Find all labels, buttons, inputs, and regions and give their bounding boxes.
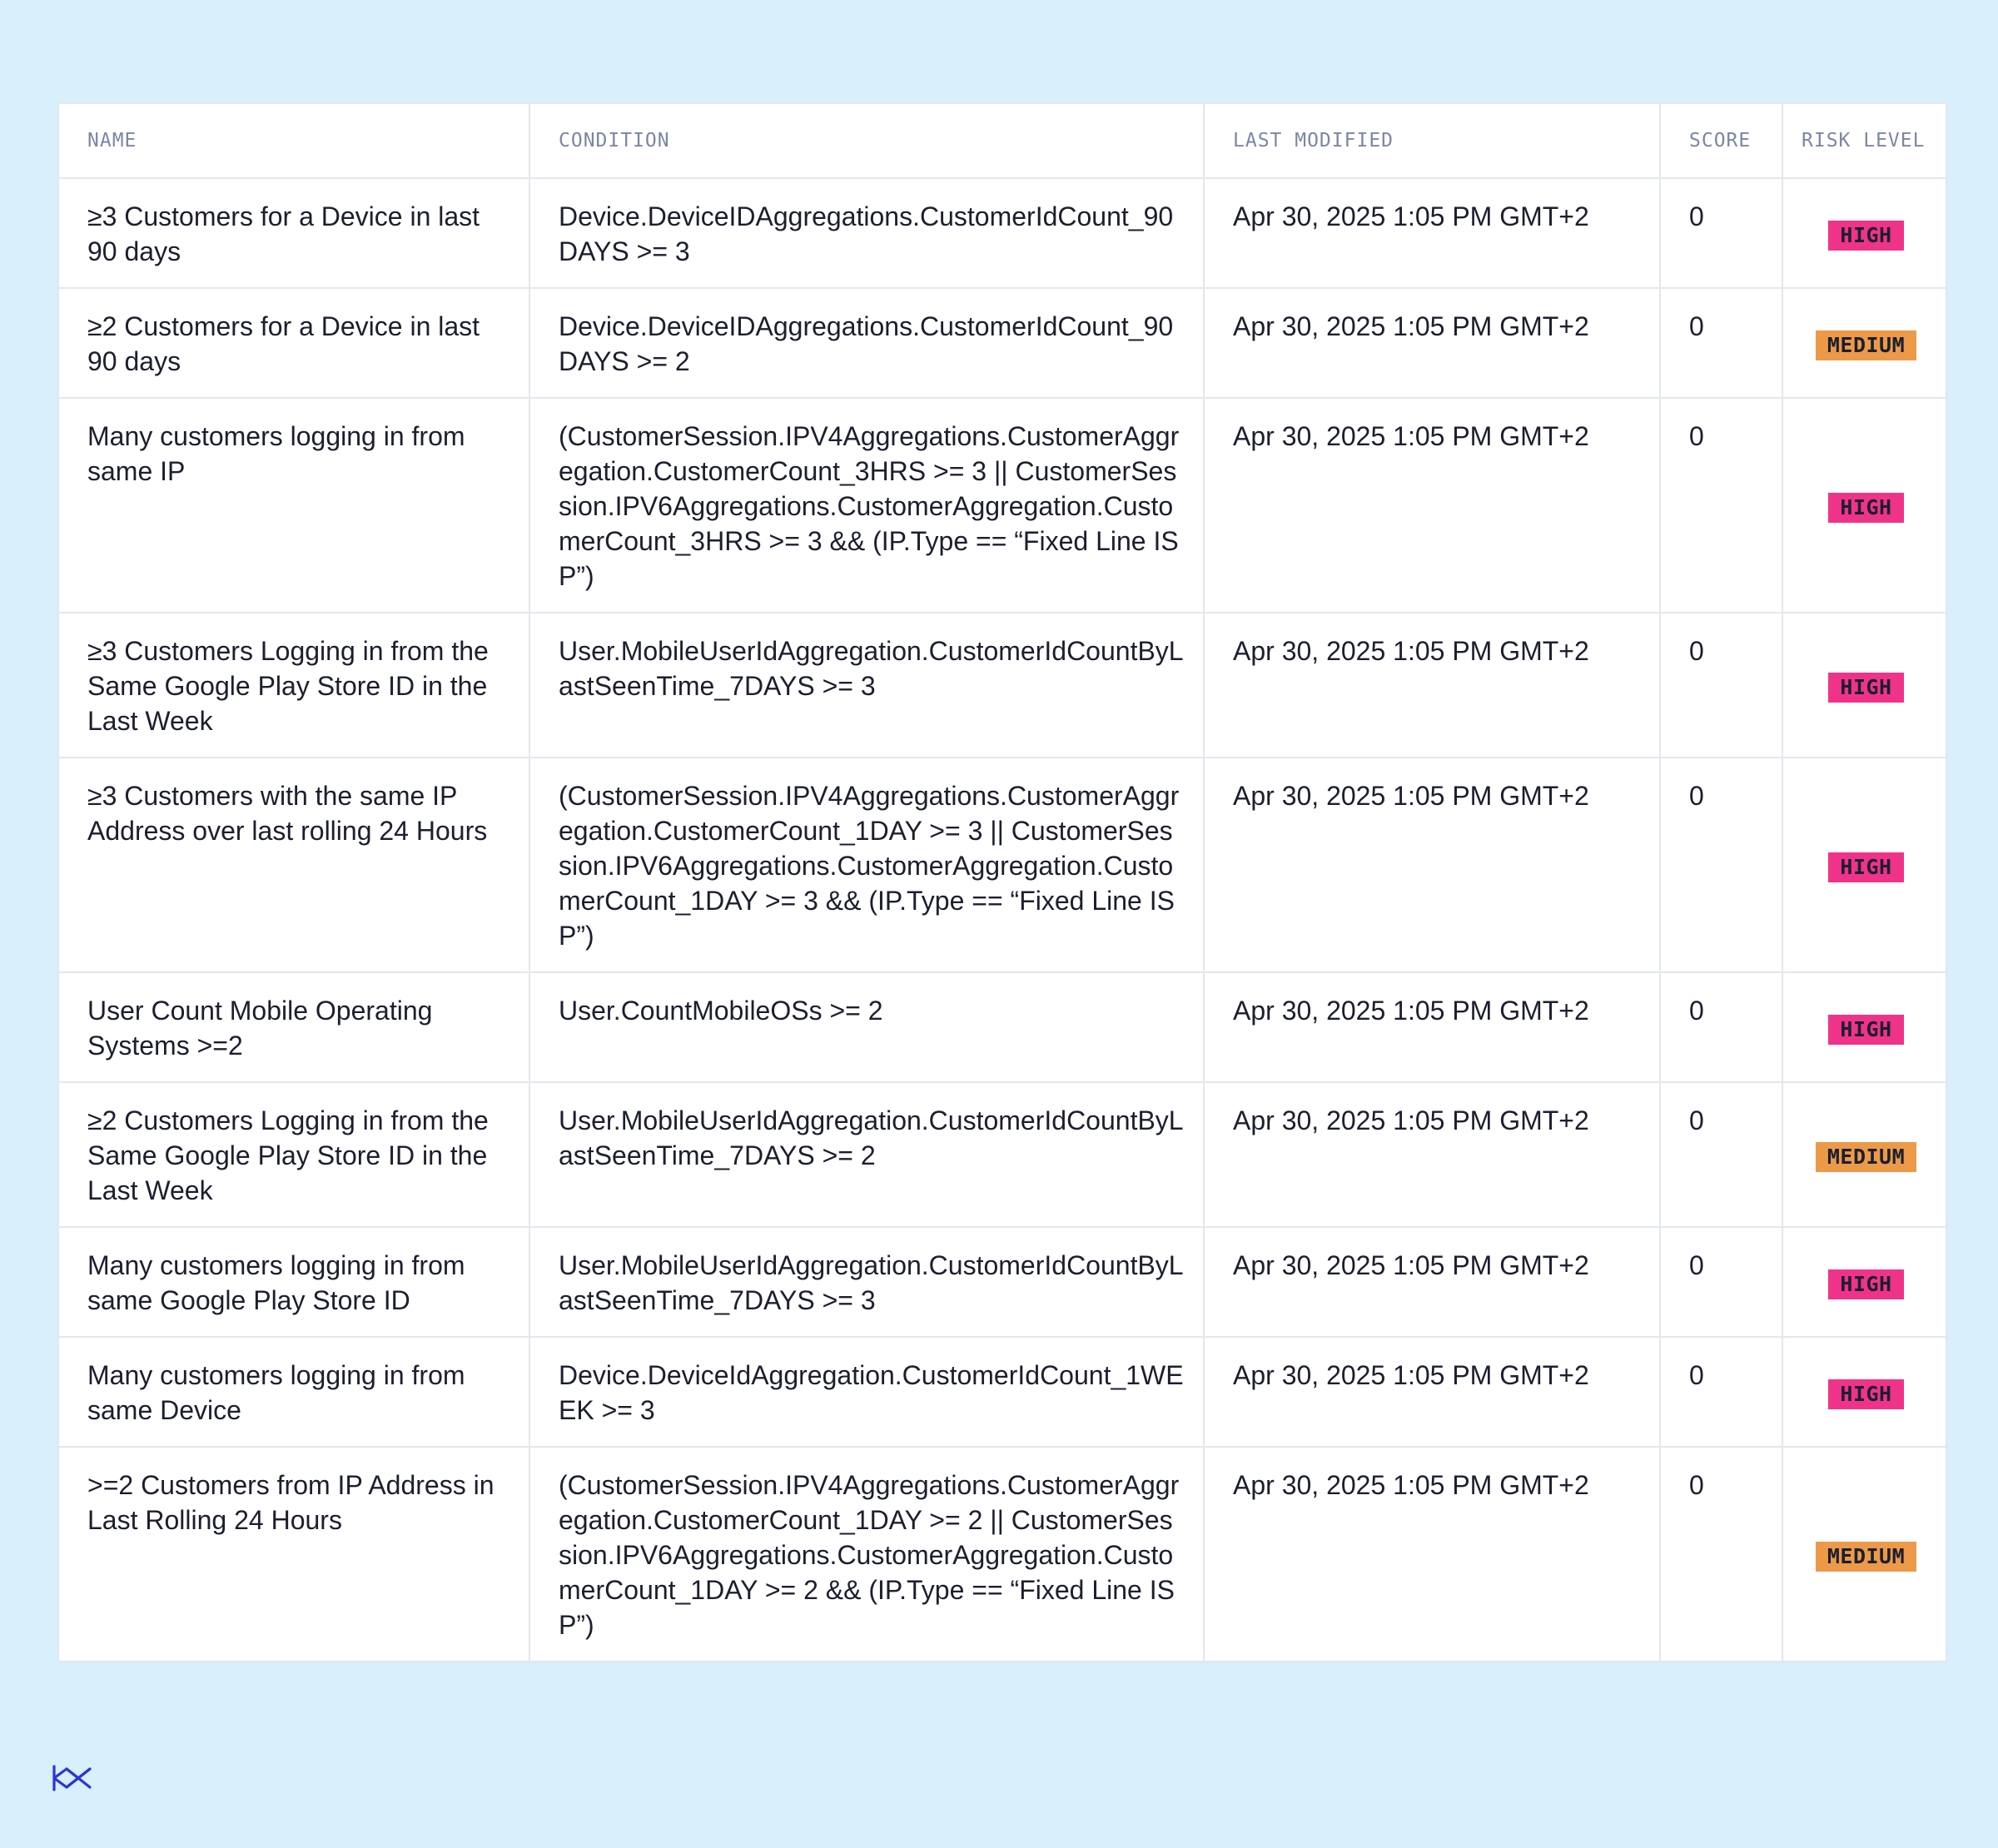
score-cell: 0 [1660, 288, 1782, 398]
table-row[interactable] [59, 1447, 1949, 1661]
rule-condition-cell: User.CountMobileOSs >= 2 [529, 972, 1204, 1082]
risk-level-badge: MEDIUM [1816, 1142, 1916, 1172]
rule-condition-cell: (CustomerSession.IPV4Aggregations.CustomerAggregation.CustomerCount_3HRS >= 3 || CustomerSession.IPV6Aggregations.CustomerAggregation.CustomerCount_3HRS >= 3 && (IP.Type == “Fixed Line ISP”) [529, 398, 1204, 613]
column-header-score[interactable]: SCORE [1660, 104, 1782, 178]
column-header-condition[interactable]: CONDITION [529, 104, 1204, 178]
brand-logo-icon [52, 1763, 95, 1793]
last-modified-cell: Apr 30, 2025 1:05 PM GMT+2 [1204, 972, 1660, 1082]
rule-name-cell: ≥3 Customers Logging in from the Same Google Play Store ID in the Last Week [59, 613, 529, 758]
risk-level-cell [1782, 1227, 1949, 1337]
rule-condition-cell: User.MobileUserIdAggregation.CustomerIdCountByLastSeenTime_7DAYS >= 3 [529, 613, 1204, 758]
table-row[interactable] [59, 1337, 1949, 1447]
column-header-risk-level[interactable]: RISK LEVEL [1782, 104, 1949, 178]
rule-name-cell: ≥2 Customers Logging in from the Same Google Play Store ID in the Last Week [59, 1082, 529, 1227]
score-cell: 0 [1660, 1447, 1782, 1661]
rule-condition-cell: (CustomerSession.IPV4Aggregations.CustomerAggregation.CustomerCount_1DAY >= 3 || CustomerSession.IPV6Aggregations.CustomerAggregation.CustomerCount_1DAY >= 3 && (IP.Type == “Fixed Line ISP”) [529, 758, 1204, 972]
rule-name-cell: ≥3 Customers with the same IP Address over last rolling 24 Hours [59, 758, 529, 972]
rule-condition-cell: User.MobileUserIdAggregation.CustomerIdCountByLastSeenTime_7DAYS >= 2 [529, 1082, 1204, 1227]
rule-condition-cell: Device.DeviceIDAggregations.CustomerIdCount_90DAYS >= 2 [529, 288, 1204, 398]
rule-name-cell: >=2 Customers from IP Address in Last Rolling 24 Hours [59, 1447, 529, 1661]
risk-level-cell [1782, 972, 1949, 1082]
rules-table-card [57, 102, 1947, 1662]
risk-level-cell [1782, 178, 1949, 288]
rule-name-cell: User Count Mobile Operating Systems >=2 [59, 972, 529, 1082]
last-modified-cell: Apr 30, 2025 1:05 PM GMT+2 [1204, 398, 1660, 613]
table-row[interactable] [59, 398, 1949, 613]
column-header-last-modified[interactable]: LAST MODIFIED [1204, 104, 1660, 178]
score-cell: 0 [1660, 1337, 1782, 1447]
score-cell: 0 [1660, 1227, 1782, 1337]
table-row[interactable] [59, 1227, 1949, 1337]
last-modified-cell: Apr 30, 2025 1:05 PM GMT+2 [1204, 1082, 1660, 1227]
score-cell: 0 [1660, 178, 1782, 288]
rule-name-cell: Many customers logging in from same Google Play Store ID [59, 1227, 529, 1337]
score-cell: 0 [1660, 613, 1782, 758]
risk-level-badge: HIGH [1828, 221, 1903, 251]
risk-level-cell [1782, 288, 1949, 398]
last-modified-cell: Apr 30, 2025 1:05 PM GMT+2 [1204, 1227, 1660, 1337]
table-header-row [59, 104, 1949, 178]
score-cell: 0 [1660, 398, 1782, 613]
rule-name-cell: Many customers logging in from same IP [59, 398, 529, 613]
last-modified-cell: Apr 30, 2025 1:05 PM GMT+2 [1204, 288, 1660, 398]
score-cell: 0 [1660, 758, 1782, 972]
risk-level-cell [1782, 1447, 1949, 1661]
risk-level-badge: MEDIUM [1816, 330, 1916, 360]
risk-level-badge: HIGH [1828, 673, 1903, 703]
risk-level-cell [1782, 758, 1949, 972]
risk-level-badge: HIGH [1828, 1269, 1903, 1299]
risk-level-cell [1782, 1082, 1949, 1227]
last-modified-cell: Apr 30, 2025 1:05 PM GMT+2 [1204, 613, 1660, 758]
rule-condition-cell: Device.DeviceIDAggregations.CustomerIdCount_90DAYS >= 3 [529, 178, 1204, 288]
table-header [59, 104, 1949, 178]
table-row[interactable] [59, 758, 1949, 972]
rule-condition-cell: (CustomerSession.IPV4Aggregations.CustomerAggregation.CustomerCount_1DAY >= 2 || CustomerSession.IPV6Aggregations.CustomerAggregation.CustomerCount_1DAY >= 2 && (IP.Type == “Fixed Line ISP”) [529, 1447, 1204, 1661]
score-cell: 0 [1660, 1082, 1782, 1227]
table-row[interactable] [59, 972, 1949, 1082]
table-row[interactable] [59, 178, 1949, 288]
table-body [59, 178, 1949, 1661]
risk-level-cell [1782, 613, 1949, 758]
risk-level-badge: HIGH [1828, 1015, 1903, 1045]
rule-name-cell: ≥2 Customers for a Device in last 90 days [59, 288, 529, 398]
rule-name-cell: Many customers logging in from same Device [59, 1337, 529, 1447]
risk-level-badge: HIGH [1828, 493, 1903, 523]
risk-level-badge: MEDIUM [1816, 1542, 1916, 1572]
table-row[interactable] [59, 1082, 1949, 1227]
last-modified-cell: Apr 30, 2025 1:05 PM GMT+2 [1204, 1337, 1660, 1447]
rule-condition-cell: Device.DeviceIdAggregation.CustomerIdCount_1WEEK >= 3 [529, 1337, 1204, 1447]
last-modified-cell: Apr 30, 2025 1:05 PM GMT+2 [1204, 178, 1660, 288]
last-modified-cell: Apr 30, 2025 1:05 PM GMT+2 [1204, 758, 1660, 972]
table-row[interactable] [59, 288, 1949, 398]
rules-table [59, 104, 1949, 1661]
last-modified-cell: Apr 30, 2025 1:05 PM GMT+2 [1204, 1447, 1660, 1661]
score-cell: 0 [1660, 972, 1782, 1082]
table-row[interactable] [59, 613, 1949, 758]
risk-level-badge: HIGH [1828, 1379, 1903, 1409]
rule-condition-cell: User.MobileUserIdAggregation.CustomerIdCountByLastSeenTime_7DAYS >= 3 [529, 1227, 1204, 1337]
risk-level-badge: HIGH [1828, 852, 1903, 882]
column-header-name[interactable]: NAME [59, 104, 529, 178]
risk-level-cell [1782, 1337, 1949, 1447]
rule-name-cell: ≥3 Customers for a Device in last 90 days [59, 178, 529, 288]
risk-level-cell [1782, 398, 1949, 613]
